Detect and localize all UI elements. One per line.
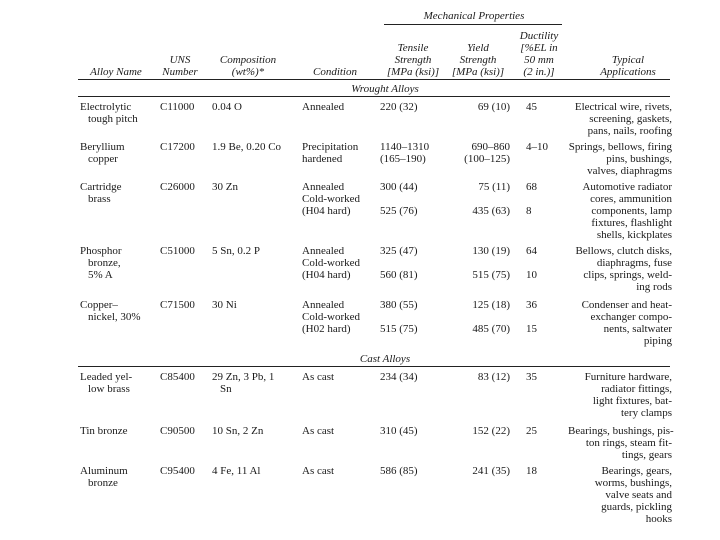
composition-cell <box>212 141 298 153</box>
cell-line: worms, bushings, <box>594 477 672 489</box>
uns-cell <box>160 181 206 193</box>
cell-line: tough pitch <box>88 113 138 125</box>
cell-line: 485 (70) <box>472 323 510 335</box>
cell-line: 75 (11) <box>478 181 510 193</box>
cell-line: 4–10 <box>526 141 548 153</box>
cell-line: (165–190) <box>380 153 426 165</box>
applications-cell <box>568 141 672 177</box>
cell-line: low brass <box>88 383 130 395</box>
section-cast-alloys: Cast Alloys <box>359 353 411 365</box>
cell-line: 300 (44) <box>380 181 418 193</box>
col-header-uns <box>155 54 205 78</box>
cell-line <box>450 193 510 205</box>
alloy-name-cell <box>80 101 160 125</box>
cell-line: copper <box>88 153 118 165</box>
tensile-cell <box>380 245 446 281</box>
cell-line <box>526 193 550 205</box>
cell-line <box>450 311 510 323</box>
uns-cell <box>160 425 206 437</box>
wrought-section-rule <box>78 96 670 97</box>
composition-cell <box>212 299 298 311</box>
cell-line: fixtures, flashlight <box>591 217 672 229</box>
cell-line: ton rings, steam fit- <box>585 437 672 449</box>
header-line: Strength <box>459 54 497 66</box>
cast-section-rule <box>78 366 670 367</box>
cell-line: 234 (34) <box>380 371 418 383</box>
applications-cell <box>568 425 672 461</box>
cell-line: Leaded yel- <box>80 371 133 383</box>
cell-line: 152 (22) <box>472 425 510 437</box>
cell-line: Cold-worked <box>302 257 361 269</box>
cell-line: 525 (76) <box>380 205 418 217</box>
cell-line: radiator fittings, <box>601 383 672 395</box>
cell-line: brass <box>88 193 111 205</box>
tensile-cell <box>380 141 446 165</box>
cell-line: tings, gears <box>621 449 672 461</box>
condition-cell <box>302 245 382 281</box>
uns-cell <box>160 141 206 153</box>
alloy-name-cell <box>80 425 160 437</box>
header-line: (2 in.)] <box>523 66 555 78</box>
cell-line: 241 (35) <box>472 465 510 477</box>
group-header-rule <box>384 24 562 25</box>
cell-line: 310 (45) <box>380 425 418 437</box>
applications-cell <box>568 101 672 137</box>
cell-line: C11000 <box>160 101 195 113</box>
cell-line: 30 Ni <box>212 299 237 311</box>
cell-line: C71500 <box>160 299 195 311</box>
yield-cell <box>450 141 510 165</box>
cell-line: Electrolytic <box>80 101 132 113</box>
cell-line: hardened <box>302 153 343 165</box>
yield-cell <box>450 465 510 477</box>
section-wrought-alloys: Wrought Alloys <box>351 83 419 95</box>
cell-line: light fixtures, bat- <box>592 395 672 407</box>
yield-cell <box>450 425 510 437</box>
header-line: Typical <box>611 54 645 66</box>
condition-cell <box>302 181 382 217</box>
uns-cell <box>160 245 206 257</box>
ductility-cell <box>526 299 550 335</box>
header-line: 50 mm <box>524 54 554 66</box>
cell-line: 5 Sn, 0.2 P <box>212 245 260 257</box>
cell-line: 560 (81) <box>380 269 418 281</box>
header-line: Alloy Name <box>90 66 142 78</box>
yield-cell <box>450 371 510 383</box>
cell-line: Cartridge <box>80 181 122 193</box>
cell-line: 435 (63) <box>472 205 510 217</box>
cell-line: nents, saltwater <box>603 323 672 335</box>
cell-line: 325 (47) <box>380 245 418 257</box>
applications-cell <box>568 245 672 293</box>
cell-line: Tin bronze <box>80 425 128 437</box>
ductility-cell <box>526 425 550 437</box>
ductility-cell <box>526 245 550 281</box>
cell-line: Phosphor <box>80 245 122 257</box>
cell-line: Automotive radiator <box>582 181 672 193</box>
col-header-condition <box>300 66 370 78</box>
cell-line: tery clamps <box>620 407 672 419</box>
header-line: Composition <box>219 54 277 66</box>
composition-cell <box>212 425 298 437</box>
cell-line: Copper– <box>80 299 118 311</box>
header-line: [%EL in <box>520 42 558 54</box>
condition-cell <box>302 371 382 383</box>
header-line: Yield <box>467 42 489 54</box>
cell-line: 5% A <box>88 269 113 281</box>
cell-line: hooks <box>645 513 672 525</box>
cell-line: 68 <box>526 181 537 193</box>
cell-line: 10 Sn, 2 Zn <box>212 425 264 437</box>
cell-line: As cast <box>302 425 335 437</box>
cell-line: 1140–1310 <box>380 141 430 153</box>
cell-line: 515 (75) <box>380 323 418 335</box>
cell-line: pans, nails, roofing <box>587 125 672 137</box>
cell-line: C95400 <box>160 465 195 477</box>
header-line: [MPa (ksi)] <box>451 66 505 78</box>
cell-line: 10 <box>526 269 537 281</box>
cell-line: Cold-worked <box>302 311 361 323</box>
yield-cell <box>450 245 510 281</box>
cell-line: Annealed <box>302 299 345 311</box>
cell-line: Beryllium <box>80 141 125 153</box>
cell-line: 4 Fe, 11 Al <box>212 465 261 477</box>
cell-line: bronze <box>88 477 118 489</box>
cell-line: clips, springs, weld- <box>583 269 672 281</box>
cell-line: guards, pickling <box>601 501 672 513</box>
alloy-name-cell <box>80 181 160 205</box>
applications-cell <box>568 299 672 347</box>
cell-line: Annealed <box>302 181 345 193</box>
cell-line: C17200 <box>160 141 195 153</box>
header-line: Ductility <box>519 30 559 42</box>
cell-line: (H04 hard) <box>302 269 351 281</box>
uns-cell <box>160 299 206 311</box>
cell-line: 8 <box>526 205 532 217</box>
cell-line: C85400 <box>160 371 195 383</box>
cell-line: 0.04 O <box>212 101 242 113</box>
header-line: Strength <box>394 54 432 66</box>
header-line: Applications <box>600 66 656 78</box>
yield-cell <box>450 101 510 113</box>
cell-line: As cast <box>302 371 335 383</box>
cell-line: bronze, <box>88 257 121 269</box>
col-header-applications <box>588 54 668 78</box>
cell-line: (100–125) <box>464 153 510 165</box>
col-header-yield <box>443 42 513 78</box>
cell-line <box>526 311 550 323</box>
cell-line <box>380 193 446 205</box>
col-header-ductility <box>508 30 570 78</box>
condition-cell <box>302 425 382 437</box>
cell-line: 515 (75) <box>472 269 510 281</box>
cell-line <box>380 257 446 269</box>
header-rule <box>78 79 670 80</box>
header-line: Tensile <box>397 42 429 54</box>
cell-line: exchanger compo- <box>590 311 672 323</box>
cell-line: Furniture hardware, <box>584 371 672 383</box>
cell-line: Annealed <box>302 245 345 257</box>
cell-line: valve seats and <box>605 489 672 501</box>
col-header-alloy-name <box>76 66 156 78</box>
tensile-cell <box>380 371 446 383</box>
ductility-cell <box>526 465 550 477</box>
cell-line: C26000 <box>160 181 195 193</box>
cell-line: As cast <box>302 465 335 477</box>
cell-line: 15 <box>526 323 537 335</box>
composition-cell <box>212 245 298 257</box>
cell-line: diaphragms, fuse <box>596 257 672 269</box>
applications-cell <box>568 181 672 241</box>
cell-line: Bearings, bushings, pis- <box>568 425 674 437</box>
cell-line: 64 <box>526 245 537 257</box>
uns-cell <box>160 371 206 383</box>
cell-line: C90500 <box>160 425 195 437</box>
cell-line: shells, kickplates <box>596 229 672 241</box>
ductility-cell <box>526 101 550 113</box>
cell-line: 380 (55) <box>380 299 418 311</box>
header-line: [MPa (ksi)] <box>386 66 440 78</box>
cell-line: Bearings, gears, <box>601 465 672 477</box>
condition-cell <box>302 141 382 165</box>
cell-line: 1.9 Be, 0.20 Co <box>212 141 282 153</box>
yield-cell <box>450 181 510 217</box>
header-line: (wt%)* <box>231 66 265 78</box>
applications-cell <box>568 465 672 525</box>
cell-line: 690–860 <box>471 141 510 153</box>
cell-line <box>526 257 550 269</box>
cell-line: Springs, bellows, firing <box>568 141 672 153</box>
yield-cell <box>450 299 510 335</box>
cell-line: Electrical wire, rivets, <box>574 101 672 113</box>
alloy-name-cell <box>80 465 160 489</box>
cell-line: 125 (18) <box>472 299 510 311</box>
cell-line: 30 Zn <box>212 181 238 193</box>
col-header-composition <box>208 54 288 78</box>
uns-cell <box>160 101 206 113</box>
cell-line <box>450 257 510 269</box>
uns-cell <box>160 465 206 477</box>
cell-line: screening, gaskets, <box>589 113 672 125</box>
applications-cell <box>568 371 672 419</box>
cell-line: 18 <box>526 465 537 477</box>
cell-line: 69 (10) <box>477 101 510 113</box>
cell-line: Annealed <box>302 101 345 113</box>
cell-line: 29 Zn, 3 Pb, 1 <box>212 371 275 383</box>
cell-line: 220 (32) <box>380 101 418 113</box>
cell-line: cores, ammunition <box>590 193 672 205</box>
cell-line: 35 <box>526 371 537 383</box>
tensile-cell <box>380 299 446 335</box>
header-line: Condition <box>312 66 357 78</box>
cell-line: Cold-worked <box>302 193 361 205</box>
cell-line: Condenser and heat- <box>581 299 672 311</box>
cell-line: Precipitation <box>302 141 359 153</box>
composition-cell <box>212 181 298 193</box>
condition-cell <box>302 465 382 477</box>
composition-cell <box>212 465 298 477</box>
tensile-cell <box>380 465 446 477</box>
ductility-cell <box>526 181 550 217</box>
cell-line: Bellows, clutch disks, <box>575 245 672 257</box>
cell-line: 25 <box>526 425 537 437</box>
tensile-cell <box>380 425 446 437</box>
alloy-name-cell <box>80 371 160 395</box>
alloy-name-cell <box>80 245 160 281</box>
cell-line: (H04 hard) <box>302 205 351 217</box>
header-line: Number <box>162 66 198 78</box>
condition-cell <box>302 299 382 335</box>
cell-line: valves, diaphragms <box>587 165 672 177</box>
cell-line: C51000 <box>160 245 195 257</box>
cell-line <box>380 311 446 323</box>
cell-line: piping <box>643 335 672 347</box>
ductility-cell <box>526 141 550 153</box>
cell-line: 83 (12) <box>477 371 510 383</box>
cell-line: Sn <box>220 383 232 395</box>
cell-line: pins, bushings, <box>606 153 672 165</box>
header-line: UNS <box>169 54 191 66</box>
tensile-cell <box>380 101 446 113</box>
condition-cell <box>302 101 382 113</box>
cell-line: Aluminum <box>80 465 128 477</box>
alloy-name-cell <box>80 141 160 165</box>
cell-line: (H02 hard) <box>302 323 351 335</box>
col-header-tensile <box>378 42 448 78</box>
cell-line: 45 <box>526 101 537 113</box>
cell-line: components, lamp <box>591 205 672 217</box>
cell-line: ing rods <box>636 281 672 293</box>
composition-cell <box>212 101 298 113</box>
cell-line: 130 (19) <box>472 245 510 257</box>
cell-line: nickel, 30% <box>88 311 141 323</box>
ductility-cell <box>526 371 550 383</box>
tensile-cell <box>380 181 446 217</box>
alloy-name-cell <box>80 299 160 323</box>
mechanical-properties-header: Mechanical Properties <box>423 10 525 22</box>
cell-line: 586 (85) <box>380 465 418 477</box>
composition-cell <box>212 371 298 395</box>
cell-line: 36 <box>526 299 537 311</box>
